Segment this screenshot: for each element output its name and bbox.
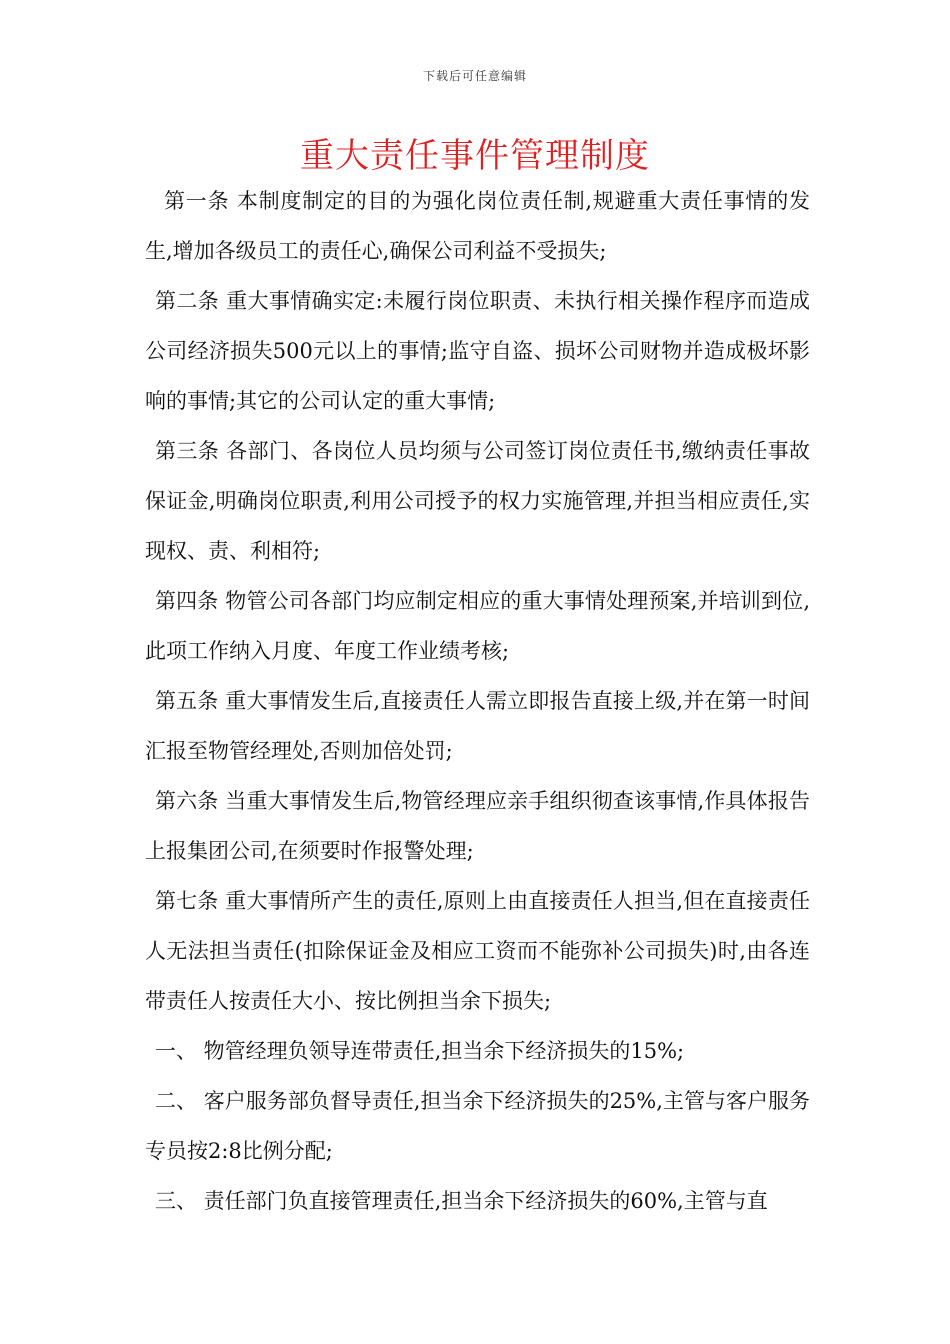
article-6: 第六条 当重大事情发生后,物管经理应亲手组织彻查该事情,作具体报告上报集团公司,在须要时作报警处理;	[145, 789, 810, 863]
article-1: 第一条 本制度制定的目的为强化岗位责任制,规避重大责任事情的发生,增加各级员工的责任心,确保公司利益不受损失;	[145, 189, 810, 263]
list-item-2: 二、 客户服务部负督导责任,担当余下经济损失的25%,主管与客户服务专员按2:8比例分配;	[145, 1089, 810, 1163]
article-7: 第七条 重大事情所产生的责任,原则上由直接责任人担当,但在直接责任人无法担当责任(扣除保证金及相应工资而不能弥补公司损失)时,由各连带责任人按责任大小、按比例担当余下损失;	[145, 889, 810, 1013]
list-item-1: 一、 物管经理负领导连带责任,担当余下经济损失的15%;	[155, 1039, 685, 1063]
document-body	[145, 176, 810, 1226]
header-note: 下载后可任意编辑	[422, 69, 527, 83]
article-5: 第五条 重大事情发生后,直接责任人需立即报告直接上级,并在第一时间汇报至物管经理处,否则加倍处罚;	[145, 689, 810, 763]
article-3: 第三条 各部门、各岗位人员均须与公司签订岗位责任书,缴纳责任事故保证金,明确岗位职责,利用公司授予的权力实施管理,并担当相应责任,实现权、责、利相符;	[145, 439, 810, 563]
article-2: 第二条 重大事情确实定:未履行岗位职责、未执行相关操作程序而造成公司经济损失500元以上的事情;监守自盗、损坏公司财物并造成极坏影响的事情;其它的公司认定的重大事情;	[145, 289, 810, 413]
article-4: 第四条 物管公司各部门均应制定相应的重大事情处理预案,并培训到位,此项工作纳入月度、年度工作业绩考核;	[145, 589, 810, 663]
document-title: 重大责任事件管理制度	[300, 136, 650, 176]
list-item-3: 三、 责任部门负直接管理责任,担当余下经济损失的60%,主管与直	[155, 1189, 768, 1213]
